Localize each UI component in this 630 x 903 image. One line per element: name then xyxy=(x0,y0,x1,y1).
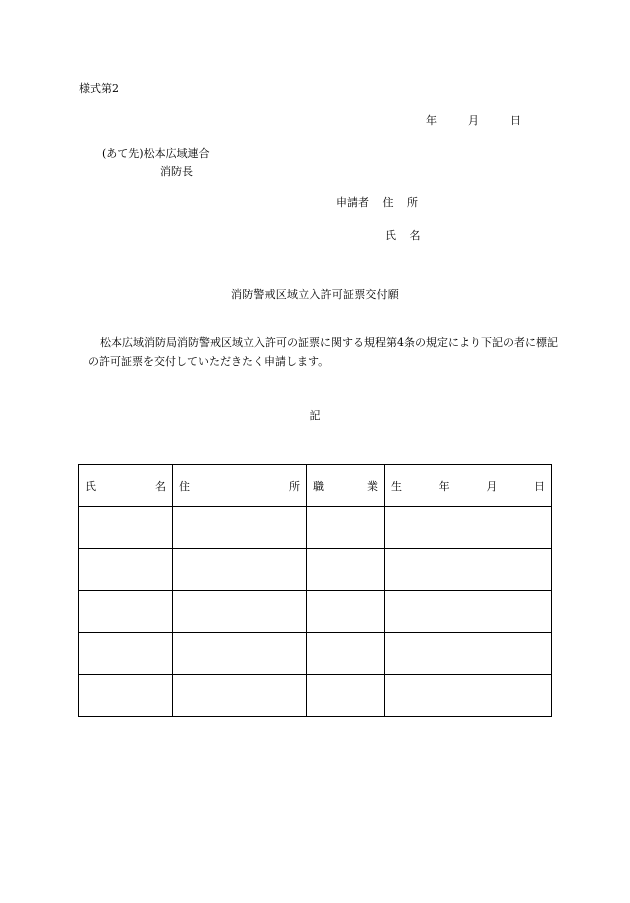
table-row xyxy=(79,675,552,717)
cell-name[interactable] xyxy=(79,633,173,675)
date-day-label: 日 xyxy=(510,114,521,127)
header-occupation-char-1: 職 xyxy=(313,479,324,493)
addressee-organization: (あて先)松本広域連合 xyxy=(102,147,210,160)
cell-name[interactable] xyxy=(79,507,173,549)
header-occupation xyxy=(307,465,385,507)
cell-address[interactable] xyxy=(173,507,307,549)
ki-heading: 記 xyxy=(309,409,321,422)
header-birth-char-1: 生 xyxy=(391,479,402,493)
date-line xyxy=(426,115,521,126)
header-name xyxy=(79,465,173,507)
date-month-label: 月 xyxy=(468,114,479,127)
cell-address[interactable] xyxy=(173,633,307,675)
header-address xyxy=(173,465,307,507)
cell-name[interactable] xyxy=(79,549,173,591)
cell-name[interactable] xyxy=(79,591,173,633)
header-address-char-2: 所 xyxy=(289,479,300,493)
applicant-label: 申請者 xyxy=(336,196,369,209)
applicant-address-line xyxy=(336,197,418,208)
table-row xyxy=(79,549,552,591)
address-label-2: 所 xyxy=(407,196,418,209)
header-name-char-2: 名 xyxy=(155,479,166,493)
header-birth-year: 年 xyxy=(438,479,450,493)
header-address-char-1: 住 xyxy=(179,479,190,493)
table-row xyxy=(79,591,552,633)
date-year-label: 年 xyxy=(426,114,437,127)
header-birth-day: 日 xyxy=(533,479,545,493)
cell-occupation[interactable] xyxy=(307,591,385,633)
cell-occupation[interactable] xyxy=(307,549,385,591)
applicant-name-line xyxy=(385,230,421,241)
name-label-2: 名 xyxy=(409,229,421,242)
document-title: 消防警戒区域立入許可証票交付願 xyxy=(231,288,399,301)
cell-address[interactable] xyxy=(173,549,307,591)
table-row xyxy=(79,507,552,549)
table-header-row xyxy=(79,465,552,507)
cell-address[interactable] xyxy=(173,675,307,717)
addressee-title: 消防長 xyxy=(160,165,193,178)
name-label-1: 氏 xyxy=(385,229,396,242)
cell-address[interactable] xyxy=(173,591,307,633)
cell-occupation[interactable] xyxy=(307,675,385,717)
body-paragraph: 松本広域消防局消防警戒区域立入許可の証票に関する規程第4条の規定により下記の者に標記の許可証票を交付していただきたく申請します。 xyxy=(88,336,558,368)
form-number: 様式第2 xyxy=(79,82,119,95)
header-birthdate xyxy=(385,465,552,507)
cell-occupation[interactable] xyxy=(307,633,385,675)
applicant-record-table xyxy=(78,464,552,717)
header-occupation-char-2: 業 xyxy=(367,479,378,493)
cell-birthdate[interactable] xyxy=(385,633,552,675)
table-row xyxy=(79,633,552,675)
cell-name[interactable] xyxy=(79,675,173,717)
address-label-1: 住 xyxy=(382,196,394,209)
header-birth-month: 月 xyxy=(486,479,498,493)
header-name-char-1: 氏 xyxy=(85,479,96,493)
cell-birthdate[interactable] xyxy=(385,591,552,633)
cell-birthdate[interactable] xyxy=(385,675,552,717)
cell-occupation[interactable] xyxy=(307,507,385,549)
cell-birthdate[interactable] xyxy=(385,507,552,549)
cell-birthdate[interactable] xyxy=(385,549,552,591)
